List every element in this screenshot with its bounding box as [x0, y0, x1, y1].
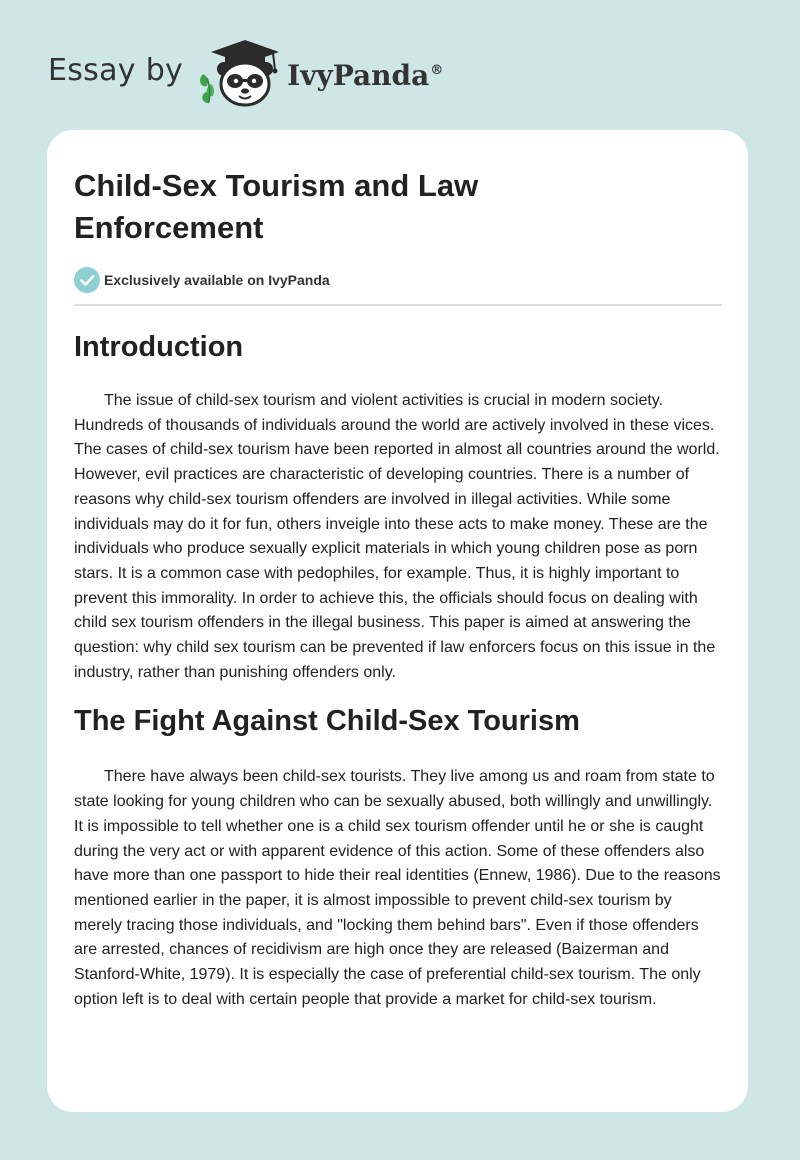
- brand-name-text: IvyPanda: [287, 58, 430, 92]
- title-divider: [74, 304, 722, 306]
- ivy-leaf-icon: [200, 74, 214, 103]
- essay-card: [47, 130, 748, 1112]
- panda-graduate-icon: [197, 36, 281, 108]
- exclusive-badge-text: Exclusively available on IvyPanda: [104, 272, 330, 288]
- section-heading-fight: The Fight Against Child-Sex Tourism: [74, 705, 580, 738]
- section-body-introduction: The issue of child-sex tourism and violent activities is crucial in modern society. Hundreds of thousands of individuals around the world are actively involved in these vices. The cases of child-sex tourism have been reported in almost all countries around the world. However, evil practices are characteristic of developing countries. There is a number of reasons why child-sex tourism offenders are involved in illegal activities. While some individuals may do it for fun, others inveigle into these acts to make money. These are the individuals who produce sexually explicit materials in which young children pose as porn stars. It is a common case with pedophiles, for example. Thus, it is highly important to prevent this immorality. In order to achieve this, the officials should focus on dealing with child sex tourism offenders in the illegal business. This paper is aimed at answering the question: why child sex tourism can be prevented if law enforcers focus on this issue in the industry, rather than punishing offenders only.: [74, 392, 720, 681]
- section-body-fight: There have always been child-sex tourists. They live among us and roam from state to state looking for young children who can be sexually abused, both willingly and unwillingly. It is impossible to tell whether one is a child sex tourism offender until he or she is caught during the very act or with apparent evidence of this action. Some of these offenders also have more than one passport to hide their real identities (Ennew, 1986). Due to the reasons mentioned earlier in the paper, it is almost impossible to prevent child-sex tourism by merely tracing those individuals, and "locking them behind bars". Even if those offenders are arrested, chances of recidivism are high once they are released (Baizerman and Stanford-White, 1979). It is especially the case of preferential child-sex tourism. The only option left is to deal with certain people that provide a market for child-sex tourism.: [74, 768, 721, 1008]
- check-circle-icon: [74, 267, 100, 293]
- essay-title: Child-Sex Tourism and Law Enforcement: [74, 168, 479, 245]
- essay-by-label: Essay by: [48, 52, 184, 88]
- trademark-symbol: ®: [430, 63, 444, 79]
- exclusive-badge: [74, 267, 722, 293]
- section-heading-introduction: Introduction: [74, 331, 244, 363]
- brand-name: [287, 59, 443, 92]
- brand-header[interactable]: [48, 36, 443, 108]
